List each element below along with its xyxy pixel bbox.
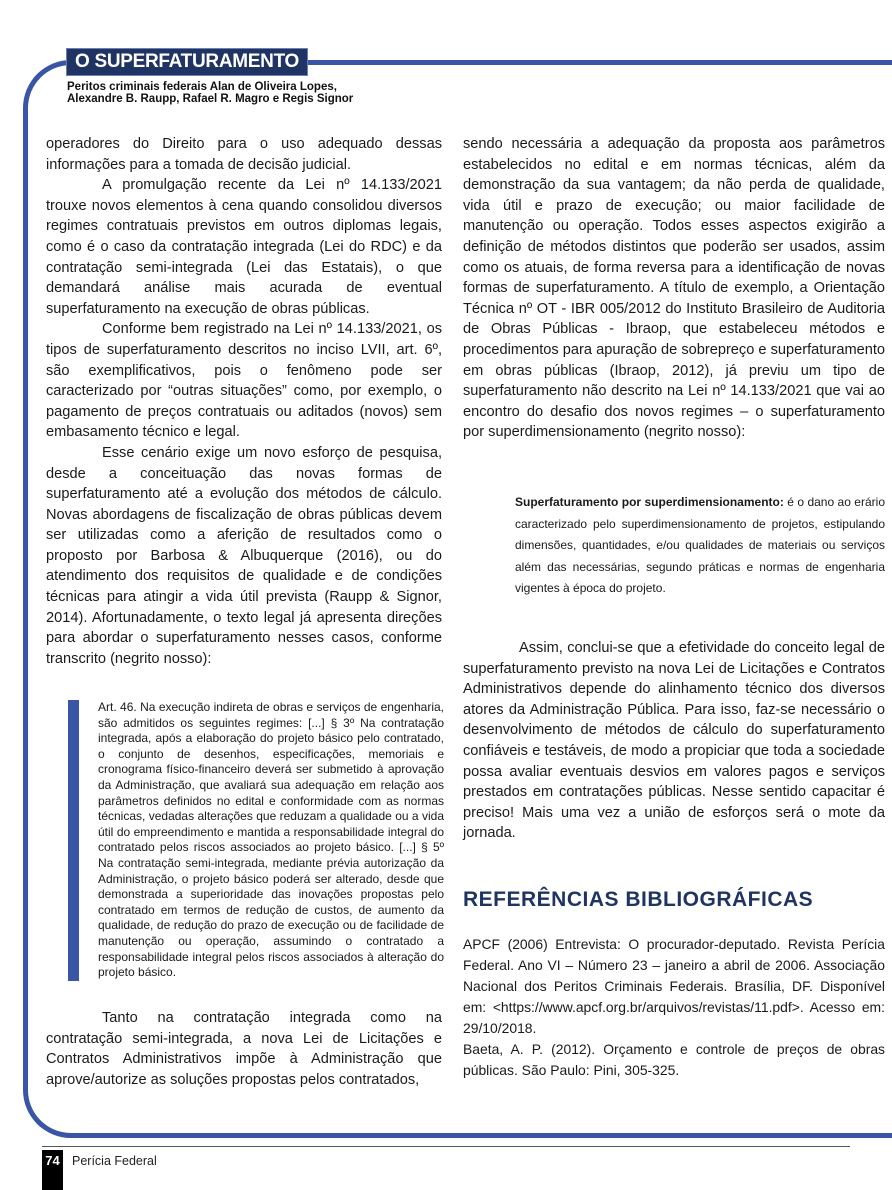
footer-divider [42, 1146, 850, 1147]
paragraph: Conforme bem registrado na Lei nº 14.133/2021, os tipos de superfaturamento descritos no inciso LVII, art. 6º, são exemplificativos, pois o fenômeno pode ser caracterizado por “outras situações” como, por exemplo, o pagamento de preços contratuais ou aditados (novos) sem embasamento técnico e legal. [46, 321, 442, 441]
authors-byline [67, 81, 353, 105]
references-list [463, 934, 885, 1081]
law-blockquote [68, 700, 444, 981]
paragraph: operadores do Direito para o uso adequado dessas informações para a tomada de decisão judicial. [46, 136, 442, 173]
definition-term: Superfaturamento por superdimensionamento: [515, 495, 784, 509]
blockquote-bar [68, 700, 79, 981]
paragraph: sendo necessária a adequação da proposta aos parâmetros estabelecidos no edital e em normas técnicas, além da demonstração da sua vantagem; da não perda de qualidade, vida útil e prazo de execução; ou maior facilidade de manutenção ou operação. Todos esses aspectos exigirão a definição de métodos distintos que poderão ser usados, assim como os atuais, de forma reversa para a identificação de novas formas de superfaturamento. A título de exemplo, a Orientação Técnica nº OT - IBR 005/2012 do Instituto Brasileiro de Auditoria de Obras Públicas - Ibraop, que estabeleceu métodos e procedimentos para apuração de sobrepreço e superfaturamento em obras públicas (Ibraop, 2012), já previu um tipo de superfaturamento não descrito na Lei nº 14.133/2021 que vai ao encontro do desafio dos novos regimes – o superfaturamento por superdimensionamento (negrito nosso): [463, 136, 885, 441]
paragraph: Assim, conclui-se que a efetividade do conceito legal de superfaturamento previsto na nova Lei de Licitações e Contratos Administrativos depende do alinhamento técnico dos diversos atores da Administração Pública. Para isso, faz-se necessário o desenvolvimento de métodos de cálculo do superfaturamento confiáveis e testáveis, de modo a propiciar que toda a sociedade possa avaliar eventuais desvios em valores pagos e serviços prestados em contratações públicas. Nesse sentido capacitar é preciso! Mais uma vez a união de esforços será o mote da jornada. [463, 640, 885, 842]
references-heading: REFERÊNCIAS BIBLIOGRÁFICAS [463, 888, 814, 911]
reference-item: APCF (2006) Entrevista: O procurador-deputado. Revista Perícia Federal. Ano VI – Número 23 – janeiro a abril de 2006. Associação Nacional dos Peritos Criminais Federais. Brasília, DF. Disponível em: <https://www.apcf.org.br/arquivos/revistas/11.pdf>. Acesso em: 29/10/2018. [463, 936, 885, 1036]
paragraph: A promulgação recente da Lei nº 14.133/2021 trouxe novos elementos à cena quando consolidou diversos regimes contratuais previstos em outros diplomas legais, como é o caso da contratação integrada (Lei do RDC) e da contratação semi-integrada (Lei das Estatais), o que demandará análise mais acurada de eventual superfaturamento na execução de obras públicas. [46, 177, 442, 317]
publication-name: Perícia Federal [72, 1154, 157, 1168]
blockquote-text: Art. 46. Na execução indireta de obras e serviços de engenharia, são admitidos os seguintes regimes: [...] § 3º Na contratação integrada, após a elaboração do projeto básico pelo contratado, o conjunto de desenhos, especificações, memoriais e cronograma físico-financeiro deverá ser submetido à aprovação da Administração, que avaliará sua adequação em relação aos parâmetros definidos no edital e conformidade com as normas técnicas, vedadas alterações que reduzam a qualidade ou a vida útil do empreendimento e mantida a responsabilidade integral do contratado pelos riscos associados ao projeto básico. [...] § 5º Na contratação semi-integrada, mediante prévia autorização da Administração, o projeto básico poderá ser alterado, desde que demonstrada a superioridade das inovações propostas pelo contratado em termos de redução de custos, de aumento da qualidade, de redução do prazo de execução ou de facilidade de manutenção ou operação, assumindo o contratado a responsabilidade integral pelos riscos associados à alteração do projeto básico. [98, 700, 444, 980]
right-column [463, 134, 885, 443]
paragraph: Tanto na contratação integrada como na contratação semi-integrada, a nova Lei de Licitações e Contratos Administrativos impõe à Administração que aprove/autorize as soluções propostas pelos contratados, [46, 1010, 442, 1088]
reference-item: Baeta, A. P. (2012). Orçamento e controle de preços de obras públicas. São Paulo: Pini, 305-325. [463, 1041, 885, 1078]
authors-line-1: Peritos criminais federais Alan de Oliveira Lopes, [67, 81, 337, 93]
definition-text: é o dano ao erário caracterizado pelo superdimensionamento de projetos, estipulando dimensões, quantidades, e/ou qualidades de materiais ou serviços além das necessárias, segundo práticas e normas de engenharia vigentes à época do projeto. [515, 495, 885, 595]
section-tag: O SUPERFATURAMENTO [66, 48, 308, 76]
right-column-conclusion [463, 638, 885, 844]
definition-blockquote [515, 492, 885, 600]
page-number: 74 [42, 1150, 63, 1190]
paragraph: Esse cenário exige um novo esforço de pesquisa, desde a conceituação das novas formas de superfaturamento até a evolução dos métodos de cálculo. Novas abordagens de fiscalização de obras públicas devem ser utilizadas como a aferição de resultados como o proposto por Barbosa & Albuquerque (2016), ou do atendimento dos requisitos de qualidade e de condições técnicas para atingir a vida útil prevista (Raupp & Signor, 2014). Afortunadamente, o texto legal já apresenta direções para abordar o superfaturamento nesses casos, conforme transcrito (negrito nosso): [46, 444, 442, 667]
left-column-closing [46, 1008, 442, 1090]
left-column [46, 134, 442, 669]
authors-line-2: Alexandre B. Raupp, Rafael R. Magro e Regis Signor [67, 93, 354, 105]
